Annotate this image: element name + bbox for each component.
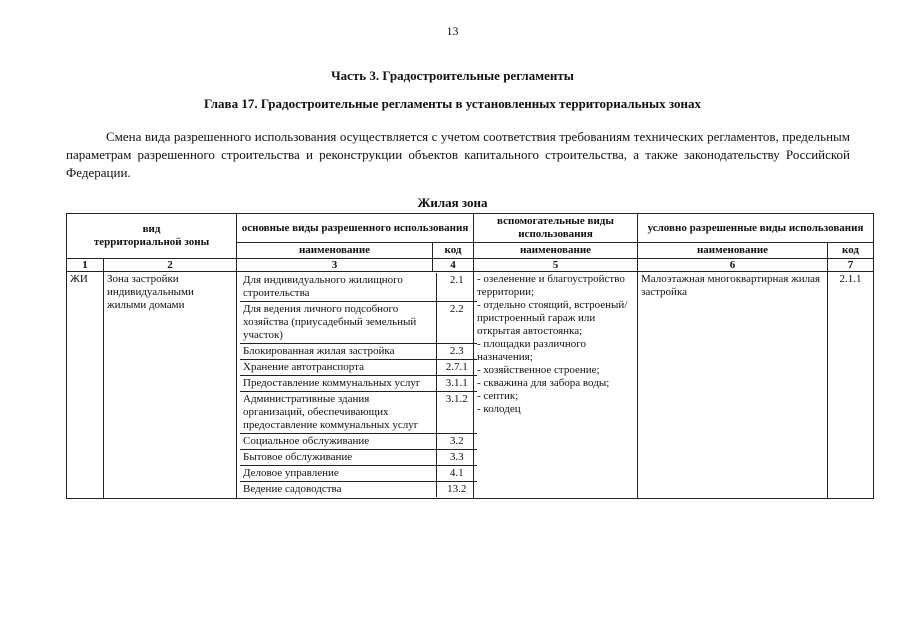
main-use-code: 3.3 (436, 450, 477, 466)
conditional-use-name: Малоэтажная многоквартирная жилая застройка (638, 272, 828, 499)
main-use-row (240, 360, 477, 376)
main-use-code: 3.1.1 (436, 376, 477, 392)
zone-title: Жилая зона (417, 195, 488, 210)
header-row-top (67, 214, 874, 243)
main-use-row (240, 392, 477, 434)
header-cond-name: наименование (638, 243, 828, 259)
main-use-row (240, 482, 477, 498)
main-use-row (240, 466, 477, 482)
regulations-table (66, 213, 874, 499)
main-use-name: Социальное обслуживание (240, 434, 436, 450)
main-use-code: 2.2 (436, 302, 477, 344)
header-aux-name: наименование (474, 243, 638, 259)
main-use-row (240, 450, 477, 466)
main-use-name: Для ведения личного подсобного хозяйства (приусадебный земельный участок) (240, 302, 436, 344)
main-use-code: 2.1 (436, 273, 477, 302)
main-use-name: Блокированная жилая застройка (240, 344, 436, 360)
main-use-name: Ведение садоводства (240, 482, 436, 498)
column-number-row (67, 259, 874, 272)
page-number: 13 (446, 24, 459, 38)
main-use-name: Для индивидуального жилищного строительства (240, 273, 436, 302)
main-use-name: Бытовое обслуживание (240, 450, 436, 466)
zone-code: ЖИ (67, 272, 104, 499)
main-use-name: Предоставление коммунальных услуг (240, 376, 436, 392)
header-zone-type: вид территориальной зоны (67, 214, 237, 259)
column-number: 2 (104, 259, 237, 272)
conditional-use-code: 2.1.1 (828, 272, 874, 499)
auxiliary-uses-list: - озеленение и благоустройство территории; - отдельно стоящий, встроеный/пристроенный гараж или открытая автостоянка; - площадки различного назначения; - хозяйственное строение; - скважина для забора воды; - септик; - колодец (474, 272, 638, 499)
column-number: 1 (67, 259, 104, 272)
main-use-code: 2.3 (436, 344, 477, 360)
main-use-row (240, 344, 477, 360)
main-use-name: Административные здания организаций, обеспечивающих предоставление коммунальных услуг (240, 392, 436, 434)
zone-row (67, 272, 874, 499)
zone-name: Зона застройки индивидуальными жилыми домами (104, 272, 237, 499)
column-number: 3 (237, 259, 433, 272)
main-use-code: 2.7.1 (436, 360, 477, 376)
part-title: Часть 3. Градостроительные регламенты (331, 68, 574, 83)
column-number: 4 (433, 259, 474, 272)
header-conditional-uses: условно разрешенные виды использования (638, 214, 874, 243)
main-use-code: 13.2 (436, 482, 477, 498)
header-main-code: код (433, 243, 474, 259)
main-uses-list (240, 273, 477, 497)
main-use-row (240, 376, 477, 392)
intro-paragraph: Смена вида разрешенного использования осуществляется с учетом соответствия требованиям технических регламентов, предельным параметрам разрешенного строительства и реконструкции объектов капитального строительства, а также законодательству Российской Федерации. (66, 129, 850, 180)
header-main-name: наименование (237, 243, 433, 259)
column-number: 5 (474, 259, 638, 272)
main-use-row (240, 302, 477, 344)
main-use-code: 4.1 (436, 466, 477, 482)
main-use-name: Деловое управление (240, 466, 436, 482)
main-use-row (240, 434, 477, 450)
main-use-code: 3.2 (436, 434, 477, 450)
main-use-code: 3.1.2 (436, 392, 477, 434)
main-uses-cell (237, 272, 474, 499)
main-use-name: Хранение автотранспорта (240, 360, 436, 376)
header-cond-code: код (828, 243, 874, 259)
header-auxiliary-uses: вспомогательные виды использования (474, 214, 638, 243)
chapter-title: Глава 17. Градостроительные регламенты в установленных территориальных зонах (203, 96, 702, 111)
column-number: 7 (828, 259, 874, 272)
main-use-row (240, 273, 477, 302)
column-number: 6 (638, 259, 828, 272)
header-main-uses: основные виды разрешенного использования (237, 214, 474, 243)
